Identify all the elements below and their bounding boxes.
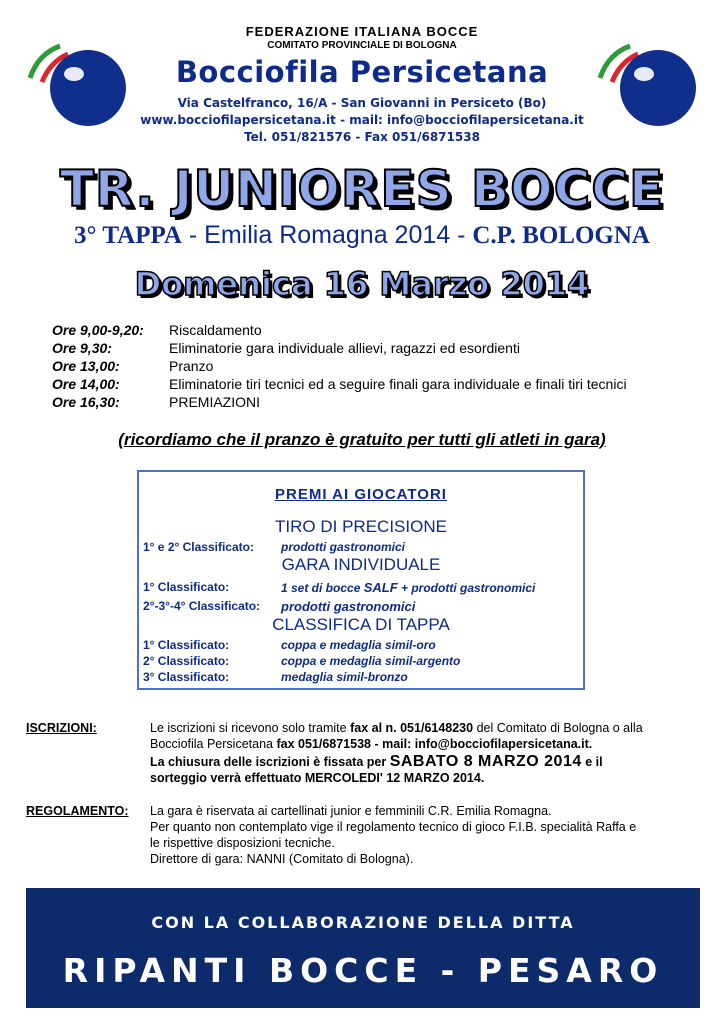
fax-mail: fax 051/6871538 - mail: info@bocciofilapersicetana.it. [276, 737, 593, 751]
iscrizioni-line: sorteggio verrà effettuato MERCOLEDI' 12 MARZO 2014. [150, 771, 485, 785]
prize-value [281, 580, 535, 595]
schedule-time: Ore 9,30: [52, 340, 112, 356]
iscrizioni-line [150, 736, 700, 752]
club-address: Via Castelfranco, 16/A - San Giovanni in Persiceto (Bo) [177, 96, 547, 110]
schedule-event: Riscaldamento [169, 322, 262, 338]
iscrizioni-line [150, 754, 700, 770]
text-run: La chiusura delle iscrizioni è fissata per [150, 755, 390, 769]
closing-date: SABATO 8 MARZO 2014 [389, 753, 582, 770]
schedule-row [52, 321, 627, 339]
regolamento-line: Per quanto non contemplato vige il regolamento tecnico di gioco F.I.B. specialità Raffa e [150, 820, 637, 834]
schedule-row [52, 357, 627, 375]
club-name: Bocciofila Persicetana [175, 55, 549, 89]
schedule-row [52, 375, 627, 393]
regolamento-line: La gara è riservata ai cartellinati junior e femminili C.R. Emilia Romagna. [150, 804, 552, 818]
club-web-mail: www.bocciofilapersicetana.it - mail: info@bocciofilapersicetana.it [140, 113, 584, 127]
prizes-box [137, 470, 585, 690]
club-phone: Tel. 051/821576 - Fax 051/6871538 [244, 130, 480, 144]
prize-value: prodotti gastronomici [281, 540, 405, 554]
prize-rank: 3° Classificato: [143, 670, 230, 684]
event-date: Domenica 16 Marzo 2014 [134, 265, 590, 303]
schedule-event: Pranzo [169, 358, 214, 374]
text-run: e il [581, 755, 603, 769]
region-label: - Emilia Romagna 2014 - [181, 221, 473, 249]
brand-salf: SALF [363, 580, 398, 595]
regolamento-line: le rispettive disposizioni tecniche. [150, 836, 335, 850]
regolamento-text [150, 803, 700, 867]
iscrizioni-line [150, 720, 700, 736]
prize-line [143, 580, 536, 595]
prize-line [143, 599, 416, 614]
sponsor-intro: CON LA COLLABORAZIONE DELLA DITTA [151, 913, 575, 932]
prize-value-text: + prodotti gastronomici [397, 581, 536, 595]
prize-rank: 1° e 2° Classificato: [143, 540, 254, 554]
regolamento-label: REGOLAMENTO: [26, 804, 129, 818]
schedule-row [52, 393, 627, 411]
schedule-event: Eliminatorie tiri tecnici ed a seguire finali gara individuale e finali tiri tecnici [169, 376, 627, 392]
prize-line [143, 638, 436, 652]
prize-value: prodotti gastronomici [281, 599, 416, 614]
prize-line [143, 654, 461, 668]
federation-name: FEDERAZIONE ITALIANA BOCCE [245, 24, 479, 39]
schedule-event: PREMIAZIONI [169, 394, 261, 410]
prize-value: medaglia simil-bronzo [281, 670, 408, 684]
prizes-title: PREMI AI GIOCATORI [275, 486, 447, 503]
fax-number: fax al n. 051/6148230 [350, 721, 474, 735]
event-subtitle [0, 221, 724, 250]
prize-section-tappa: CLASSIFICA DI TAPPA [272, 615, 450, 634]
regolamento-line: Direttore di gara: NANNI (Comitato di Bologna). [150, 852, 414, 866]
prize-line [143, 670, 408, 684]
prize-value: coppa e medaglia simil-argento [281, 654, 461, 668]
iscrizioni-label: ISCRIZIONI: [26, 721, 97, 735]
schedule-time: Ore 13,00: [52, 358, 120, 374]
schedule [52, 321, 627, 411]
prize-section-gara: GARA INDIVIDUALE [281, 555, 441, 574]
event-title: TR. JUNIORES BOCCE [59, 160, 665, 218]
sponsor-name: RIPANTI BOCCE - PESARO [62, 951, 664, 990]
iscrizioni-text [150, 720, 700, 786]
prize-value-text: 1 set di bocce [281, 581, 364, 595]
text-run: Le iscrizioni si ricevono solo tramite [150, 721, 351, 735]
prize-section-tiro: TIRO DI PRECISIONE [275, 517, 447, 536]
cp-label: C.P. BOLOGNA [472, 222, 650, 249]
prize-rank: 1° Classificato: [143, 580, 230, 594]
text-run: del Comitato di Bologna o alla [473, 721, 643, 735]
schedule-time: Ore 16,30: [52, 394, 120, 410]
schedule-event: Eliminatorie gara individuale allievi, ragazzi ed esordienti [169, 340, 520, 356]
schedule-time: Ore 9,00-9,20: [52, 322, 144, 338]
prize-line [143, 540, 405, 554]
stage-label: 3° TAPPA [74, 222, 182, 249]
prize-rank: 2°-3°-4° Classificato: [143, 599, 261, 613]
lunch-reminder: (ricordiamo che il pranzo è gratuito per tutti gli atleti in gara) [118, 430, 606, 449]
prize-rank: 2° Classificato: [143, 654, 230, 668]
committee-name: COMITATO PROVINCIALE DI BOLOGNA [267, 40, 457, 51]
prize-rank: 1° Classificato: [143, 638, 230, 652]
schedule-row [52, 339, 627, 357]
text-run: Bocciofila Persicetana [150, 737, 277, 751]
sponsor-banner [26, 888, 700, 1008]
schedule-time: Ore 14,00: [52, 376, 120, 392]
prize-value: coppa e medaglia simil-oro [281, 638, 436, 652]
